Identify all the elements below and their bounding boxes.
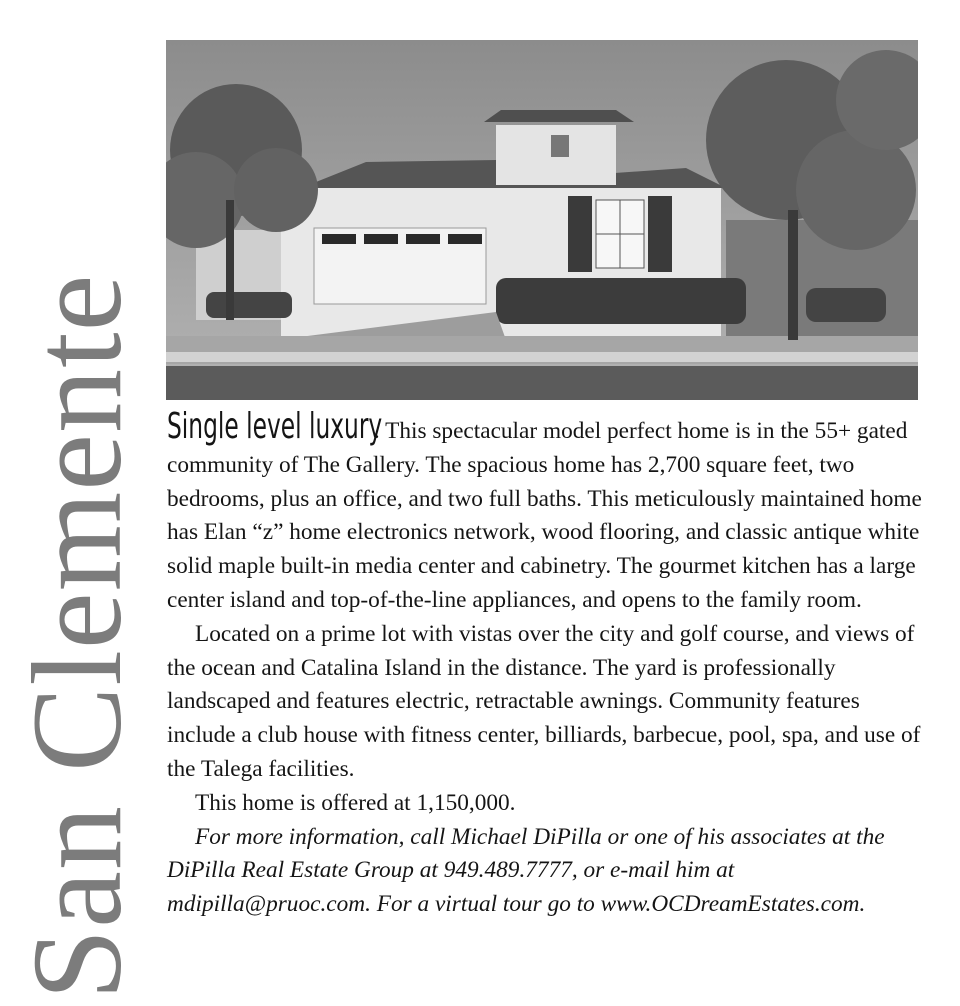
headline-lead: Single level luxury <box>167 406 383 447</box>
article-body <box>167 406 927 922</box>
price-line: This home is offered at 1,150,000. <box>195 789 516 816</box>
contact-info: For more information, call Michael DiPilla or one of his associates at the DiPilla Real Estate Group at 949.489.7777, or e-mail him at mdipilla@pruoc.com. For a virtual tour go to www.OCDreamEstates.com. <box>167 823 885 918</box>
paragraph-intro-text: . This spectacular model perfect home is in the 55+ gated community of The Gallery. The spacious home has 2,700 square feet, two bedrooms, plus an office, and two full baths. This meticulously maintained home has Elan “z” home electronics network, wood flooring, and classic antique white solid maple built-in media center and cabinetry. The gourmet kitchen has a large center island and top-of-the-line appliances, and opens to the family room. <box>167 418 922 613</box>
paragraph-intro <box>167 406 927 618</box>
city-title: San Clemente <box>6 273 148 1000</box>
paragraph-location: Located on a prime lot with vistas over the city and golf course, and views of the ocean and Catalina Island in the distance. The yard is professionally landscaped and features electric, retractable awnings. Community features include a club house with fitness center, billiards, barbecue, pool, spa, and use of the Talega facilities. <box>167 620 921 782</box>
house-photo <box>166 40 918 400</box>
